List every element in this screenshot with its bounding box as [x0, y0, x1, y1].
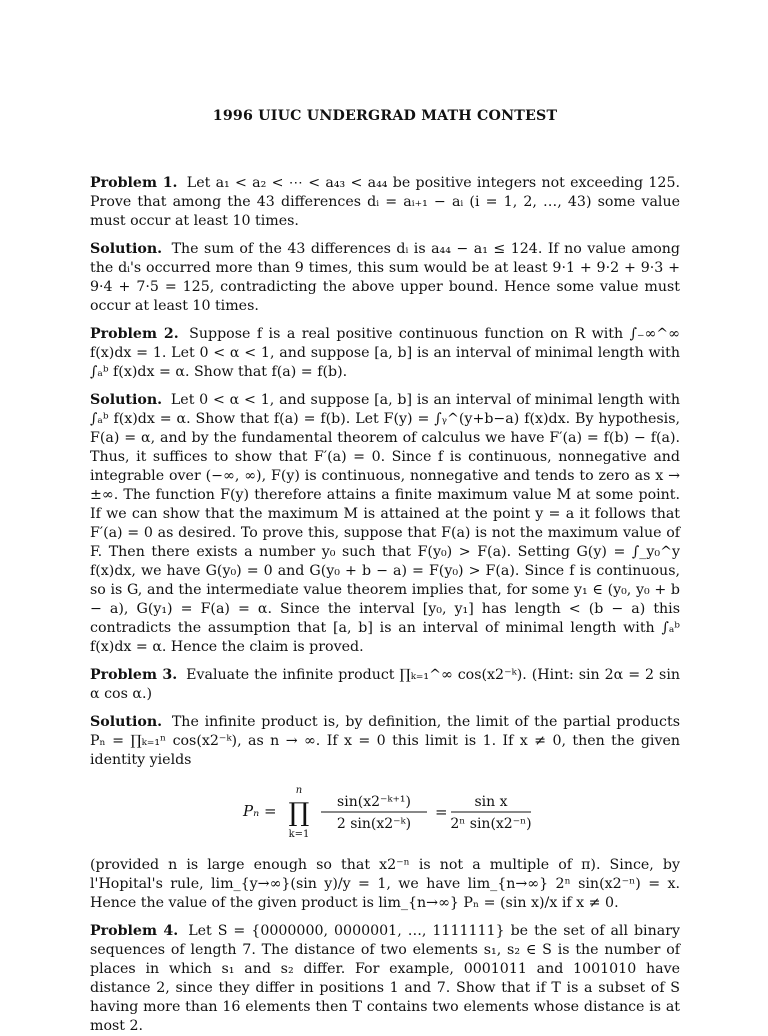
display-equation [90, 782, 680, 842]
problem-3-text: Evaluate the infinite product ∏ₖ₌₁^∞ cos(x2⁻ᵏ). (Hint: sin 2α = 2 sin α cos α.) [90, 667, 680, 702]
solution-2 [90, 391, 680, 657]
problem-3-label: Problem 3. [90, 667, 178, 683]
eq-prod-bottom: k=1 [288, 829, 310, 840]
document-title: 1996 UIUC UNDERGRAD MATH CONTEST [212, 108, 558, 124]
problem-1-text: Let a₁ < a₂ < ⋯ < a₄₃ < a₄₄ be positive integers not exceeding 125. Prove that among the 43 differences dᵢ = aᵢ₊₁ − aᵢ (i = 1, 2, …, 43) some value must occur at least 10 times. [90, 175, 680, 229]
problem-1-label: Problem 1. [90, 175, 178, 191]
eq-frac2-den: 2ⁿ sin(x2⁻ⁿ) [450, 816, 532, 832]
eq-frac2-num: sin x [474, 794, 508, 810]
eq-equals: = [435, 803, 448, 821]
problem-3 [90, 666, 680, 704]
solution-2-label: Solution. [90, 392, 163, 408]
eq-prod-top: n [295, 785, 303, 796]
eq-prod-symbol: ∏ [288, 798, 310, 828]
eq-frac1-num: sin(x2⁻ᵏ⁺¹) [337, 794, 411, 810]
problem-2-text: Suppose f is a real positive continuous function on R with ∫₋∞^∞ f(x)dx = 1. Let 0 < α < 1, and suppose [a, b] is an interval of minimal length with ∫ₐᵇ f(x)dx = α. Show that f(a) = f(b). [90, 326, 680, 380]
problem-2 [90, 325, 680, 382]
problem-2-label: Problem 2. [90, 326, 179, 342]
equation-svg [235, 782, 535, 842]
problem-4-text: Let S = {0000000, 0000001, …, 1111111} be the set of all binary sequences of length 7. The distance of two elements s₁, s₂ ∈ S is the number of places in which s₁ and s₂ differ. For example, 0001011 and 1001010 have distance 2, since they differ in positions 1 and 7. Show that if T is a subset of S having more than 16 elements then T contains two elements whose distance is at most 2. [90, 923, 680, 1034]
eq-lhs: Pₙ = [243, 802, 277, 820]
solution-3-label: Solution. [90, 714, 163, 730]
solution-3-continued: (provided n is large enough so that x2⁻ⁿ is not a multiple of π). Since, by l'Hopital's rule, lim_{y→∞}(sin y)/y = 1, we have lim_{n→∞} 2ⁿ sin(x2⁻ⁿ) = x. Hence the value of the given product is lim_{n→∞} Pₙ = (sin x)/x if x ≠ 0. [90, 857, 680, 911]
solution-1-text: The sum of the 43 differences dᵢ is a₄₄ − a₁ ≤ 124. If no value among the dᵢ's occurred more than 9 times, this sum would be at least 9·1 + 9·2 + 9·3 + 9·4 + 7·5 = 125, contradicting the above upper bound. Hence some value must occur at least 10 times. [90, 241, 680, 314]
solution-1-label: Solution. [90, 241, 163, 257]
solution-2-text: Let 0 < α < 1, and suppose [a, b] is an interval of minimal length with ∫ₐᵇ f(x)dx = α. Show that f(a) = f(b). Let F(y) = ∫ᵧ^(y+b−a) f(x)dx. By hypothesis, F(a) = α, and by the fundamental theorem of calculus we have F′(a) = f(b) − f(a). Thus, it suffices to show that F′(a) = 0. Since f is continuous, nonnegative and integrable over (−∞, ∞), F(y) is continuous, nonnegative and tends to zero as x → ±∞. The function F(y) therefore attains a finite maximum value M at some point. If we can show that the maximum M is attained at the point y = a it follows that F′(a) = 0 as desired. To prove this, suppose that F(a) is not the maximum value of F. Then there exists a number y₀ such that F(y₀) > F(a). Setting G(y) = ∫_y₀^y f(x)dx, we have G(y₀) = 0 and G(y₀ + b − a) = F(y₀) > F(a). Since f is continuous, so is G, and the intermediate value theorem implies that, for some y₁ ∈ (y₀, y₀ + b − a), G(y₁) = F(a) = α. Since the interval [y₀, y₁] has length < (b − a) this contradicts the assumption that [a, b] is an interval of minimal length with ∫ₐᵇ f(x)dx = α. Hence the claim is proved. [90, 392, 681, 655]
eq-frac1-den: 2 sin(x2⁻ᵏ) [336, 816, 412, 832]
solution-1 [90, 240, 680, 316]
problem-1 [90, 174, 680, 231]
solution-3 [90, 713, 680, 770]
problem-4 [90, 922, 680, 1036]
solution-3-text: The infinite product is, by definition, the limit of the partial products Pₙ = ∏ₖ₌₁ⁿ cos(x2⁻ᵏ), as n → ∞. If x = 0 this limit is 1. If x ≠ 0, then the given identity yields [90, 714, 680, 768]
problem-4-label: Problem 4. [90, 923, 179, 939]
